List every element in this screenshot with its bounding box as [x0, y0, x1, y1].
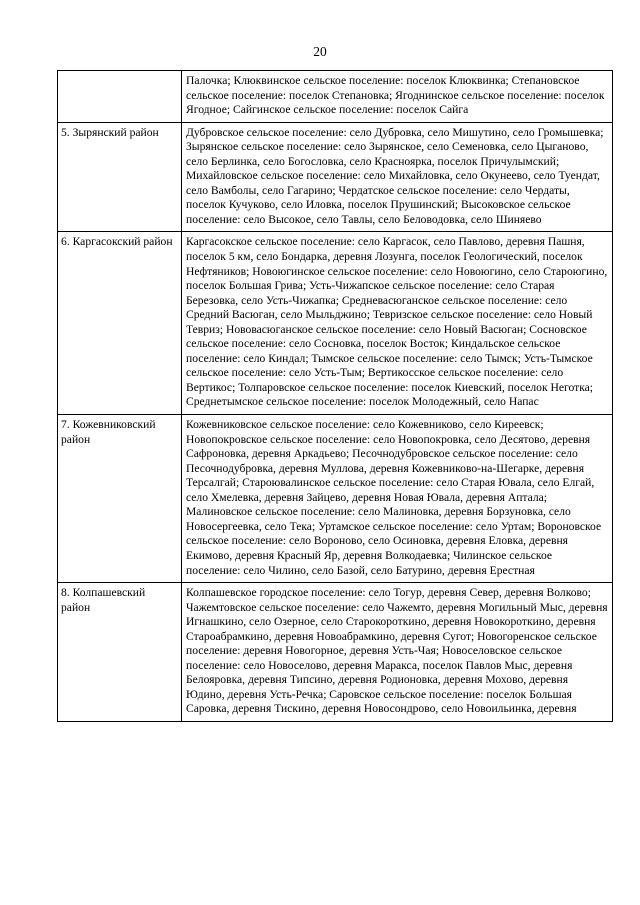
districts-table: [57, 70, 613, 722]
settlements-cell: Дубровское сельское поселение: село Дубровка, село Мишутино, село Громышевка; Зырянское сельское поселение: село Зырянское, село Семеновка, село Цыганово, село Берлинка, село Богословка, село Красноярка, поселок Причулымский; Михайловское сельское поселение: село Михайловка, село Окунеево, село Туендат, село Вамболы, село Гагарино; Чердатское сельское поселение: село Чердаты, поселок Кучуково, село Иловка, поселок Прушинский; Высоковское сельское поселение: село Высокое, село Тавлы, село Беловодовка, село Шиняево: [182, 122, 613, 232]
table-row: [58, 71, 613, 123]
settlements-cell: Кожевниковское сельское поселение: село Кожевниково, село Киреевск; Новопокровское сельское поселение: село Новопокровка, село Десятово, деревня Сафроновка, деревня Аркадьево; Песочнодубровское сельское поселение: село Песочнодубровка, деревня Муллова, деревня Кожевниково-на-Шегарке, деревня Терсалгай; Староювалинское сельское поселение: село Старая Ювала, село Елгай, село Хмелевка, деревня Зайцево, деревня Новая Ювала, деревня Аптала; Малиновское сельское поселение: село Малиновка, деревня Борзуновка, село Новосергеевка, село Тека; Уртамское сельское поселение: село Уртам; Вороновское сельское поселение: село Вороново, село Осиновка, деревня Еловка, деревня Екимово, деревня Красный Яр, деревня Волкодаевка; Чилинское сельское поселение: село Чилино, село Базой, село Батурино, деревня Ерестная: [182, 415, 613, 583]
district-cell: 8. Колпашевский район: [58, 583, 182, 722]
district-cell: [58, 71, 182, 123]
district-cell: 6. Каргасокский район: [58, 232, 182, 415]
page-number: 20: [313, 44, 327, 59]
table-row: [58, 415, 613, 583]
settlements-cell: Палочка; Клюквинское сельское поселение: поселок Клюквинка; Степановское сельское поселение: поселок Степановка; Ягоднинское сельское поселение: поселок Ягодное; Сайгинское сельское поселение: поселок Сайга: [182, 71, 613, 123]
table-row: [58, 232, 613, 415]
table-row: [58, 583, 613, 722]
table-row: [58, 122, 613, 232]
settlements-cell: Колпашевское городское поселение: село Тогур, деревня Север, деревня Волково; Чажемтовское сельское поселение: село Чажемто, деревня Могильный Мыс, деревня Игнашкино, село Озерное, село Старокороткино, деревня Новокороткино, деревня Староабрамкино, деревня Новоабрамкино, деревня Сугот; Новогоренское сельское поселение: деревня Новогорное, деревня Усть-Чая; Новоселовское сельское поселение: село Новоселово, деревня Маракса, поселок Павлов Мыс, деревня Белояровка, деревня Типсино, деревня Родионовка, деревня Мохово, деревня Юдино, деревня Усть-Речка; Саровское сельское поселение: поселок Большая Саровка, деревня Тискино, деревня Новосондрово, село Новоильинка, деревня: [182, 583, 613, 722]
settlements-cell: Каргасокское сельское поселение: село Каргасок, село Павлово, деревня Пашня, поселок 5 км, село Бондарка, деревня Лозунга, поселок Геологический, поселок Нефтяников; Новоюгинское сельское поселение: село Новоюгино, село Староюгино, поселок Большая Грива; Усть-Чижапское сельское поселение: село Старая Березовка, село Усть-Чижапка; Средневасюганское сельское поселение: село Средний Васюган, село Мыльджино; Тевризское сельское поселение: село Новый Тевриз; Нововасюганское сельское поселение: село Новый Васюган; Сосновское сельское поселение: село Сосновка, поселок Восток; Киндальское сельское поселение: село Киндал; Тымское сельское поселение: село Тымск; Усть-Тымское сельское поселение: село Усть-Тым; Вертикосское сельское поселение: село Вертикос; Толпаровское сельское поселение: поселок Киевский, поселок Неготка; Среднетымское сельское поселение: поселок Молодежный, село Напас: [182, 232, 613, 415]
district-cell: 7. Кожевниковский район: [58, 415, 182, 583]
district-cell: 5. Зырянский район: [58, 122, 182, 232]
